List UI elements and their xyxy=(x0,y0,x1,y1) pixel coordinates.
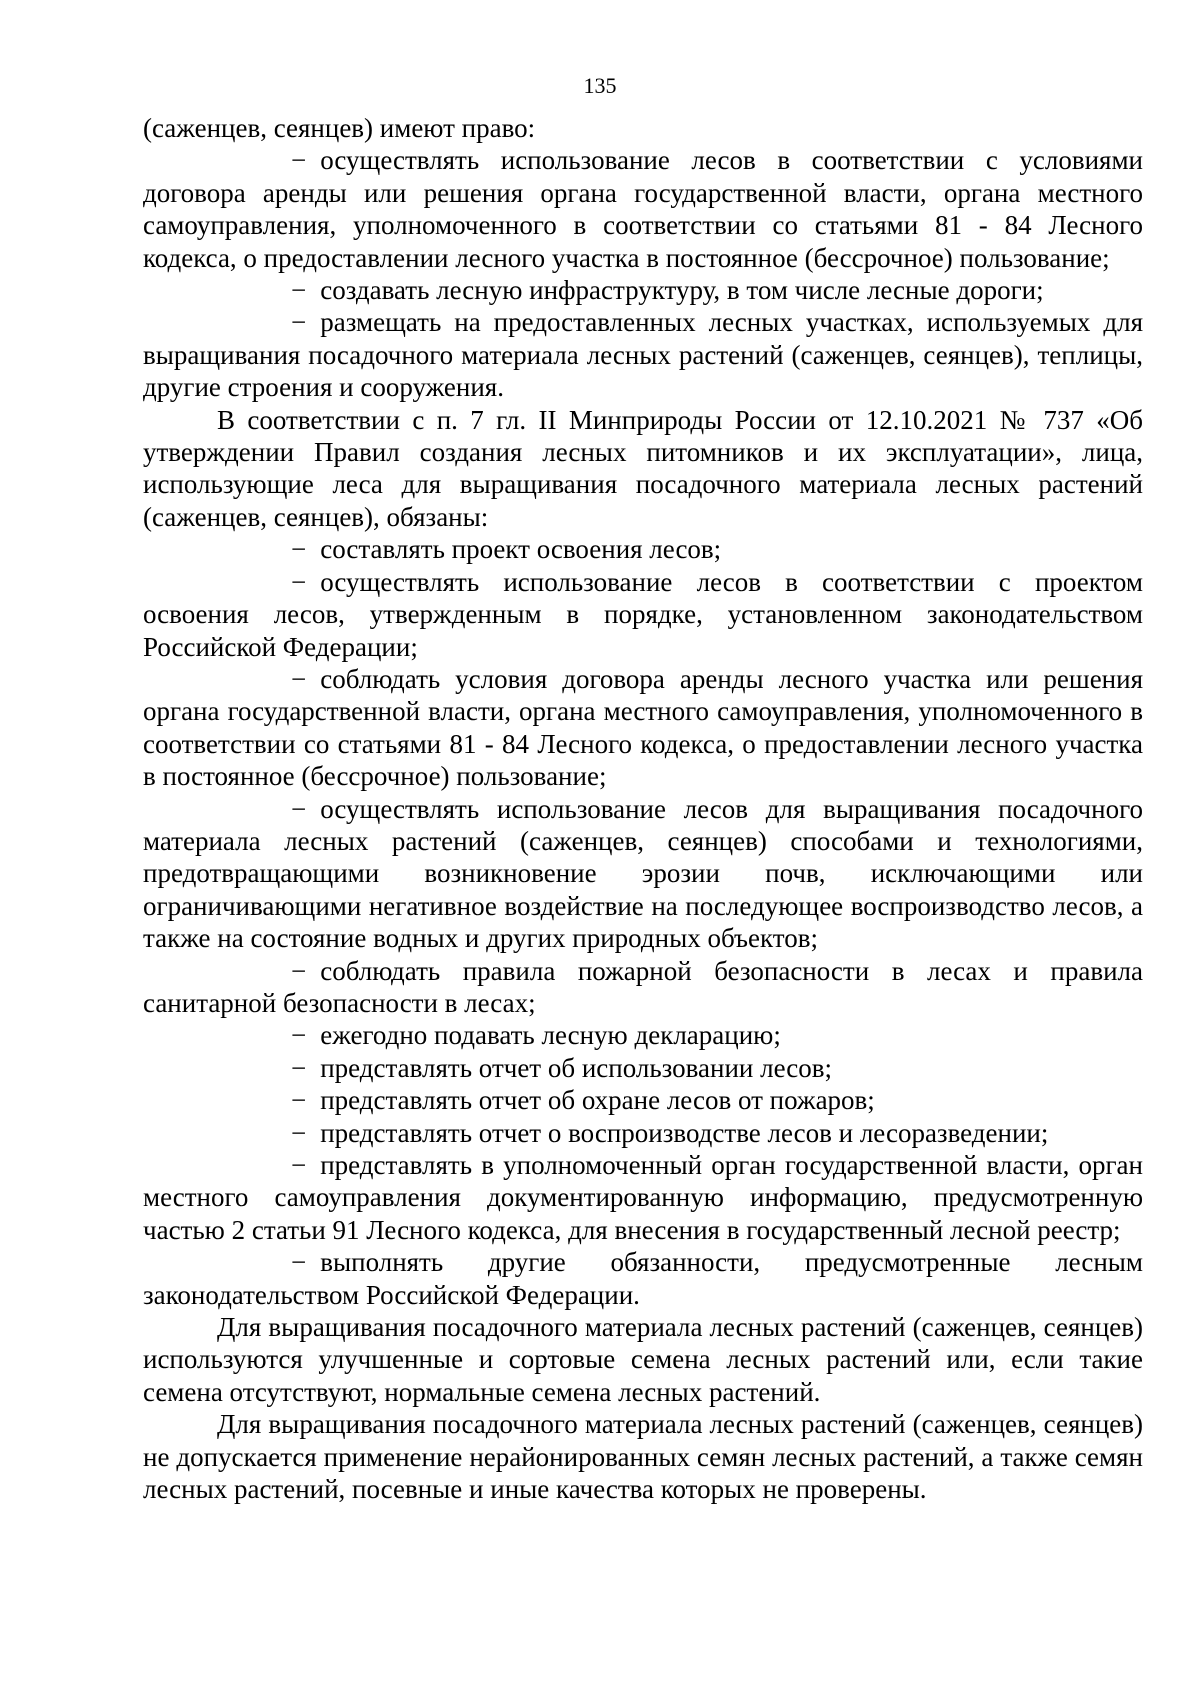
dash-marker: − xyxy=(291,145,307,176)
list-item: − представлять отчет о воспроизводстве лесов и лесоразведении; xyxy=(143,1117,1143,1149)
dash-marker: − xyxy=(291,1085,307,1116)
list-item: − представлять отчет об использовании лесов; xyxy=(143,1052,1143,1084)
list-item: − размещать на предоставленных лесных участках, используемых для выращивания посадочного материала лесных растений (саженцев, сеянцев), теплицы, другие строения и сооружения. xyxy=(143,307,1143,403)
dash-marker: − xyxy=(291,534,307,565)
paragraph-seeds-prohibited: Для выращивания посадочного материала лесных растений (саженцев, сеянцев) не допускается применение нерайонированных семян лесных растений, а также семян лесных растений, посевные и иные качества которых не проверены. xyxy=(143,1409,1143,1505)
list-item: − представлять в уполномоченный орган государственной власти, орган местного самоуправления документированную информацию, предусмотренную частью 2 статьи 91 Лесного кодекса, для внесения в государственный лесной реестр; xyxy=(143,1150,1143,1245)
dash-marker: − xyxy=(291,566,307,597)
dash-marker: − xyxy=(291,1150,307,1180)
dash-marker: − xyxy=(291,663,307,694)
list-item: − выполнять другие обязанности, предусмотренные лесным законодательством Российской Федерации. xyxy=(143,1247,1143,1310)
list-item: − представлять отчет об охране лесов от пожаров; xyxy=(143,1084,1143,1116)
list-item: − создавать лесную инфраструктуру, в том числе лесные дороги; xyxy=(143,274,1143,306)
dash-marker: − xyxy=(291,1247,307,1278)
dash-marker: − xyxy=(291,275,307,306)
paragraph-seeds-improved: Для выращивания посадочного материала лесных растений (саженцев, сеянцев) используются улучшенные и сортовые семена лесных растений или, если такие семена отсутствуют, нормальные семена лесных растений. xyxy=(143,1312,1143,1407)
paragraph-1: (саженцев, сеянцев) имеют право: xyxy=(143,113,536,143)
dash-marker: − xyxy=(291,955,307,986)
list-item: − осуществлять использование лесов в соответствии с проектом освоения лесов, утвержденным в порядке, установленном законодательством Российской Федерации; xyxy=(143,566,1143,662)
paragraph-obligations-intro: В соответствии с п. 7 гл. II Минприроды России от 12.10.2021 № 737 «Об утверждении Правил создания лесных питомников и их эксплуатации», лица, использующие леса для выращивания посадочного материала лесных растений (саженцев, сеянцев), обязаны: xyxy=(143,404,1143,532)
list-item: − осуществлять использование лесов для выращивания посадочного материала лесных растений (саженцев, сеянцев) способами и технологиями, предотвращающими возникновение эрозии почв, исключающими или ограничивающими негативное воздействие на последующее воспроизводство лесов, а также на состояние водных и других природных объектов; xyxy=(143,793,1143,954)
list-item: − соблюдать правила пожарной безопасности в лесах и правила санитарной безопасности в лесах; xyxy=(143,955,1143,1018)
page-number: 135 xyxy=(583,73,617,98)
list-item: − осуществлять использование лесов в соответствии с условиями договора аренды или решения органа государственной власти, органа местного самоуправления, уполномоченного в соответствии со статьями 81 - 84 Лесного кодекса, о предоставлении лесного участка в постоянное (бессрочное) пользование; xyxy=(143,145,1143,273)
dash-marker: − xyxy=(291,1052,307,1083)
list-item: − ежегодно подавать лесную декларацию; xyxy=(143,1019,1143,1051)
document-body xyxy=(143,112,1143,1505)
dash-marker: − xyxy=(291,1020,307,1051)
dash-marker: − xyxy=(291,307,307,338)
list-item: − составлять проект освоения лесов; xyxy=(143,533,1143,565)
list-item: − соблюдать условия договора аренды лесного участка или решения органа государственной власти, органа местного самоуправления, уполномоченного в соответствии со статьями 81 - 84 Лесного кодекса, о предоставлении лесного участка в постоянное (бессрочное) пользование; xyxy=(143,663,1143,792)
dash-marker: − xyxy=(291,793,307,824)
dash-marker: − xyxy=(291,1117,307,1148)
